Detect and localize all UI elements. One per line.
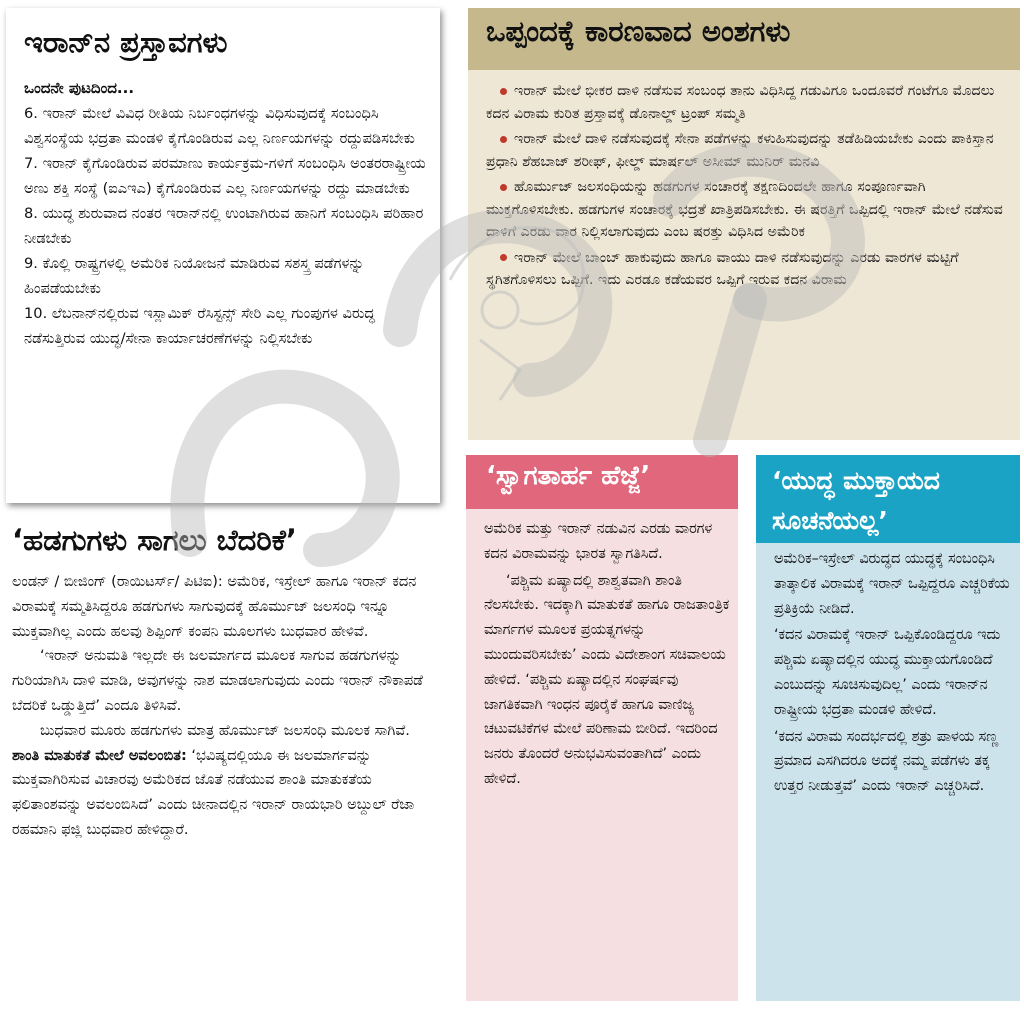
- welcome-step-body: [484, 517, 730, 794]
- factor-text: ಇರಾನ್ ಮೇಲೆ ದಾಳಿ ನಡೆಸುವುದಕ್ಕೆ ಸೇನಾ ಪಡೆಗಳನ್ನು ಕಳುಹಿಸುವುದನ್ನು ತಡೆಹಿಡಿಯಬೇಕು ಎಂದು ಪಾಕಿಸ್ತಾನ ಪ್ರಧಾನಿ ಶೆಹಬಾಜ್ ಶರೀಫ್, ಫೀಲ್ಡ್ ಮಾರ್ಷಲ್ ಅಸೀಮ್ ಮುನಿರ್ ಮನವಿ: [486, 131, 994, 170]
- factor-text: ಇರಾನ್ ಮೇಲೆ ಬಾಂಬ್ ಹಾಕುವುದು ಹಾಗೂ ವಾಯು ದಾಳಿ ನಡೆಸುವುದನ್ನು ಎರಡು ವಾರಗಳ ಮಟ್ಟಿಗೆ ಸ್ಥಗಿತಗೊಳಿಸಲು ಒಪ್ಪಿಗೆ. ಇದು ಎರಡೂ ಕಡೆಯವರ ಒಪ್ಪಿಗೆ ಇರುವ ಕದನ ವಿರಾಮ: [486, 249, 959, 288]
- ship-threat-article: [12, 520, 437, 843]
- not-end-of-war-box: [756, 455, 1020, 1001]
- proposal-item-7: 7. ಇರಾನ್ ಕೈಗೊಂಡಿರುವ ಪರಮಾಣು ಕಾರ್ಯಕ್ರಮ-ಗಳಿಗೆ ಸಂಬಂಧಿಸಿ ಅಂತರರಾಷ್ಟ್ರೀಯ ಅಣು ಶಕ್ತಿ ಸಂಸ್ಥೆ (ಐಎಇಎ) ಕೈಗೊಂಡಿರುವ ಎಲ್ಲ ನಿರ್ಣಯಗಳನ್ನು ರದ್ದು ಮಾಡಬೇಕು: [24, 155, 426, 197]
- article-paragraph: [12, 744, 437, 843]
- iran-paragraph: ಅಮೆರಿಕ–ಇಸ್ರೇಲ್ ವಿರುದ್ಧದ ಯುದ್ಧಕ್ಕೆ ಸಂಬಂಧಿಸಿ ತಾತ್ಕಾಲಿಕ ವಿರಾಮಕ್ಕೆ ಇರಾನ್ ಒಪ್ಪಿದ್ದರೂ ಎಚ್ಚರಿಕೆಯ ಪ್ರತಿಕ್ರಿಯೆ ನೀಡಿದೆ.: [774, 551, 1010, 617]
- proposal-item-9: 9. ಕೊಲ್ಲಿ ರಾಷ್ಟ್ರಗಳಲ್ಲಿ ಅಮೆರಿಕ ನಿಯೋಜನೆ ಮಾಡಿರುವ ಸಶಸ್ತ್ರ ಪಡೆಗಳನ್ನು ಹಿಂಪಡೆಯಬೇಕು: [24, 255, 365, 297]
- article-headline: ‘ಹಡಗುಗಳು ಸಾಗಲು ಬೆದರಿಕೆ’: [12, 523, 297, 557]
- article-paragraph: ಬುಧವಾರ ಮೂರು ಹಡಗುಗಳು ಮಾತ್ರ ಹೊರ್ಮುಜ್ ಜಲಸಂಧಿ ಮೂಲಕ ಸಾಗಿವೆ.: [40, 722, 410, 739]
- proposal-item-10: 10. ಲೆಬನಾನ್‌ನಲ್ಲಿರುವ ಇಸ್ಲಾಮಿಕ್ ರೆಸಿಸ್ಟನ್ಸ್ ಸೇರಿ ಎಲ್ಲ ಗುಂಪುಗಳ ವಿರುದ್ಧ ನಡೆಸುತ್ತಿರುವ ಯುದ್ಧ/ಸೇನಾ ಕಾರ್ಯಾಚರಣೆಗಳನ್ನು ನಿಲ್ಲಿಸಬೇಕು: [24, 305, 375, 347]
- factor-bullet: [486, 247, 1006, 292]
- bullet-dot-icon: [500, 88, 507, 95]
- proposal-item-6: 6. ಇರಾನ್ ಮೇಲೆ ವಿವಿಧ ರೀತಿಯ ನಿರ್ಬಂಧಗಳನ್ನು ವಿಧಿಸುವುದಕ್ಕೆ ಸಂಬಂಧಿಸಿ ವಿಶ್ವಸಂಸ್ಥೆಯ ಭದ್ರತಾ ಮಂಡಳಿ ಕೈಗೊಂಡಿರುವ ಎಲ್ಲ ನಿರ್ಣಯಗಳನ್ನು ರದ್ದುಪಡಿಸಬೇಕು: [24, 105, 415, 147]
- factor-bullet: [486, 80, 1006, 125]
- iran-proposals-box: [6, 8, 440, 503]
- article-subhead: ಶಾಂತಿ ಮಾತುಕತೆ ಮೇಲೆ ಅವಲಂಬಿತ:: [12, 747, 187, 764]
- agreement-factors-list: [486, 80, 1006, 295]
- welcome-step-box: [466, 455, 738, 1001]
- article-paragraph-text: ‘ಭವಿಷ್ಯದಲ್ಲಿಯೂ ಈ ಜಲಮಾರ್ಗವನ್ನು ಮುಕ್ತವಾಗಿರಿಸುವ ವಿಚಾರವು ಅಮೆರಿಕದ ಜೊತೆ ನಡೆಯುವ ಶಾಂತಿ ಮಾತುಕತೆಯ ಫಲಿತಾಂಶವನ್ನು ಅವಲಂಬಿಸಿದೆ’ ಎಂದು ಚೀನಾದಲ್ಲಿನ ಇರಾನ್ ರಾಯಭಾರಿ ಅಬ್ದುಲ್ ರೆಜಾ ರಹಮಾನಿ ಫಜ್ಲಿ ಬುಧವಾರ ಹೇಳಿದ್ದಾರೆ.: [12, 747, 415, 838]
- proposal-item-8: 8. ಯುದ್ಧ ಶುರುವಾದ ನಂತರ ಇರಾನ್‌ನಲ್ಲಿ ಉಂಟಾಗಿರುವ ಹಾನಿಗೆ ಸಂಬಂಧಿಸಿ ಪರಿಹಾರ ನೀಡಬೇಕು: [24, 205, 424, 247]
- agreement-factors-box: [468, 8, 1020, 440]
- iran-paragraph: ‘ಕದನ ವಿರಾಮ ಸಂದರ್ಭದಲ್ಲಿ ಶತ್ರು ಪಾಳಯ ಸಣ್ಣ ಪ್ರಮಾದ ಎಸಗಿದರೂ ಅದಕ್ಕೆ ನಮ್ಮ ಪಡೆಗಳು ತಕ್ಕ ಉತ್ತರ ನೀಡುತ್ತವೆ’ ಎಂದು ಇರಾನ್ ಎಚ್ಚರಿಸಿದೆ.: [774, 728, 999, 795]
- continued-from-page-label: ಒಂದನೇ ಪುಟದಿಂದ...: [24, 79, 135, 97]
- factor-text: ಹೊರ್ಮುಜ್ ಜಲಸಂಧಿಯನ್ನು ಹಡಗುಗಳ ಸಂಚಾರಕ್ಕೆ ತಕ್ಷಣದಿಂದಲೇ ಹಾಗೂ ಸಂಪೂರ್ಣವಾಗಿ ಮುಕ್ತಗೊಳಿಸಬೇಕು. ಹಡಗುಗಳ ಸಂಚಾರಕ್ಕೆ ಭದ್ರತೆ ಖಾತ್ರಿಪಡಿಸಬೇಕು. ಈ ಷರತ್ತಿಗೆ ಒಪ್ಪಿದಲ್ಲಿ ಇರಾನ್ ಮೇಲೆ ನಡೆಸುವ ದಾಳಿಗೆ ಎರಡು ವಾರ ನಿಲ್ಲಿಸಲಾಗುವುದು ಎಂಬ ಷರತ್ತು ವಿಧಿಸಿದ ಅಮೆರಿಕ: [486, 179, 1003, 240]
- factor-bullet: [486, 176, 1006, 244]
- bullet-dot-icon: [500, 184, 507, 191]
- agreement-factors-title: ಒಪ್ಪಂದಕ್ಕೆ ಕಾರಣವಾದ ಅಂಶಗಳು: [468, 8, 1020, 70]
- welcome-paragraph: ಅಮೆರಿಕ ಮತ್ತು ಇರಾನ್ ನಡುವಿನ ಎರಡು ವಾರಗಳ ಕದನ ವಿರಾಮವನ್ನು ಭಾರತ ಸ್ವಾಗತಿಸಿದೆ.: [484, 521, 713, 562]
- welcome-step-title: ‘ಸ್ವಾಗತಾರ್ಹ ಹೆಜ್ಜೆ’: [466, 455, 738, 509]
- bullet-dot-icon: [500, 254, 507, 261]
- welcome-paragraph: ‘ಪಶ್ಚಿಮ ಏಷ್ಯಾದಲ್ಲಿ ಶಾಶ್ವತವಾಗಿ ಶಾಂತಿ ನೆಲಸಬೇಕು. ಇದಕ್ಕಾಗಿ ಮಾತುಕತೆ ಹಾಗೂ ರಾಜತಾಂತ್ರಿಕ ಮಾರ್ಗಗಳ ಮೂಲಕ ಪ್ರಯತ್ನಗಳನ್ನು ಮುಂದುವರಿಸಬೇಕು’ ಎಂದು ವಿದೇಶಾಂಗ ಸಚಿವಾಲಯ ಹೇಳಿದೆ. ‘ಪಶ್ಚಿಮ ಏಷ್ಯಾದಲ್ಲಿನ ಸಂಘರ್ಷವು ಜಾಗತಿಕವಾಗಿ ಇಂಧನ ಪೂರೈಕೆ ಹಾಗೂ ವಾಣಿಜ್ಯ ಚಟುವಟಿಕೆಗಳ ಮೇಲೆ ಪರಿಣಾಮ ಬೀರಿದೆ. ಇದರಿಂದ ಜನರು ತೊಂದರೆ ಅನುಭವಿಸುವಂತಾಗಿದೆ’ ಎಂದು ಹೇಳಿದೆ.: [484, 572, 730, 787]
- iran-proposals-title: ಇರಾನ್‌ನ ಪ್ರಸ್ತಾವಗಳು: [24, 25, 228, 59]
- factor-bullet: [486, 128, 1006, 173]
- not-end-of-war-title: ‘ಯುದ್ಧ ಮುಕ್ತಾಯದ ಸೂಚನೆಯಲ್ಲ’: [756, 455, 1020, 543]
- article-paragraph: ಲಂಡನ್ / ಬೀಜಿಂಗ್ (ರಾಯಿಟರ್ಸ್/ ಪಿಟಿಐ): ಅಮೆರಿಕ, ಇಸ್ರೇಲ್ ಹಾಗೂ ಇರಾನ್ ಕದನ ವಿರಾಮಕ್ಕೆ ಸಮ್ಮತಿಸಿದ್ದರೂ ಹಡಗುಗಳು ಸಾಗುವುದಕ್ಕೆ ಹೊರ್ಮುಜ್ ಜಲಸಂಧಿ ಇನ್ನೂ ಮುಕ್ತವಾಗಿಲ್ಲ ಎಂದು ಹಲವು ಶಿಪ್ಪಿಂಗ್ ಕಂಪನಿ ಮೂಲಗಳು ಬುಧವಾರ ಹೇಳಿವೆ.: [12, 574, 417, 640]
- article-paragraph: ‘ಇರಾನ್ ಅನುಮತಿ ಇಲ್ಲದೇ ಈ ಜಲಮಾರ್ಗದ ಮೂಲಕ ಸಾಗುವ ಹಡಗುಗಳನ್ನು ಗುರಿಯಾಗಿಸಿ ದಾಳಿ ಮಾಡಿ, ಅವುಗಳನ್ನು ನಾಶ ಮಾಡಲಾಗುವುದು ಎಂದು ಇರಾನ್ ನೌಕಾಪಡೆ ಬೆದರಿಕೆ ಒಡ್ಡುತ್ತಿದೆ’ ಎಂದೂ ತಿಳಿಸಿವೆ.: [12, 648, 423, 714]
- bullet-dot-icon: [500, 136, 507, 143]
- not-end-of-war-body: [774, 547, 1014, 801]
- factor-text: ಇರಾನ್ ಮೇಲೆ ಭೀಕರ ದಾಳಿ ನಡೆಸುವ ಸಂಬಂಧ ತಾನು ವಿಧಿಸಿದ್ದ ಗಡುವಿಗೂ ಒಂದೂವರೆ ಗಂಟೆಗೂ ಮೊದಲು ಕದನ ವಿರಾಮ ಕುರಿತ ಪ್ರಸ್ತಾವಕ್ಕೆ ಡೊನಾಲ್ಡ್ ಟ್ರಂಪ್ ಸಮ್ಮತಿ: [486, 83, 995, 122]
- iran-paragraph: ‘ಕದನ ವಿರಾಮಕ್ಕೆ ಇರಾನ್ ಒಪ್ಪಿಕೊಂಡಿದ್ದರೂ ಇದು ಪಶ್ಚಿಮ ಏಷ್ಯಾದಲ್ಲಿನ ಯುದ್ಧ ಮುಕ್ತಾಯಗೊಂಡಿದೆ ಎಂಬುದನ್ನು ಸೂಚಿಸುವುದಿಲ್ಲ’ ಎಂದು ಇರಾನ್‌ನ ರಾಷ್ಟ್ರೀಯ ಭದ್ರತಾ ಮಂಡಳಿ ಹೇಳಿದೆ.: [774, 627, 1001, 718]
